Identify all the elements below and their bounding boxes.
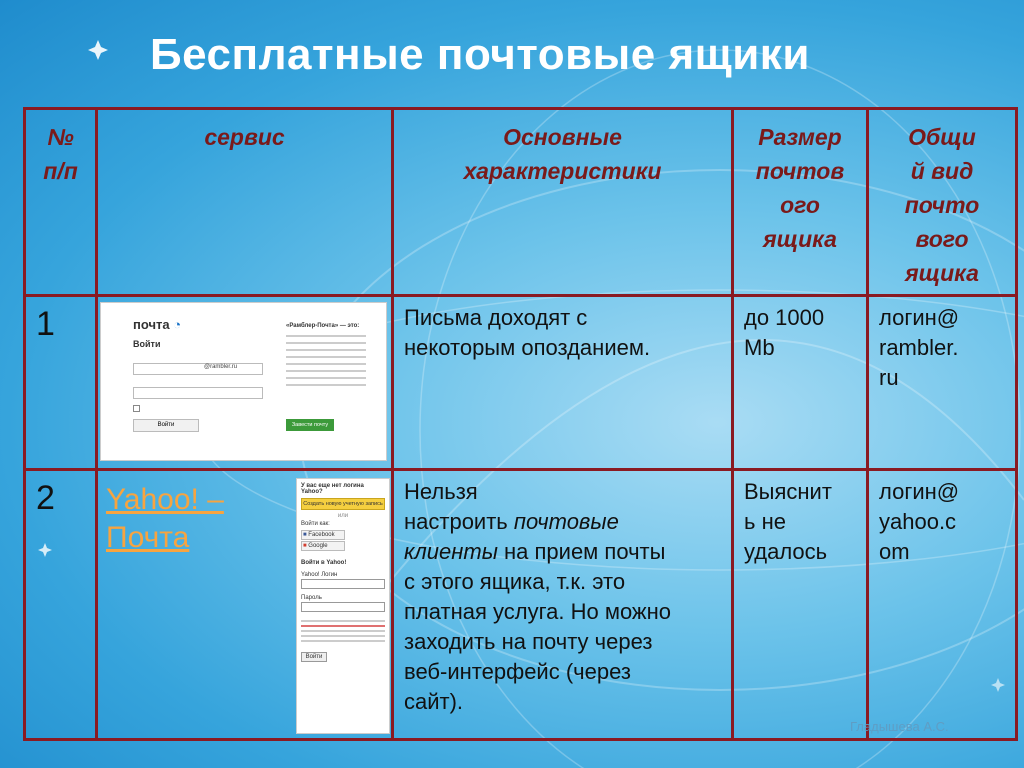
- rambler-login-button: Войти: [133, 419, 199, 432]
- table-header-row: [25, 109, 1017, 296]
- text-line: удалось: [744, 539, 828, 564]
- text-line: Письма доходят с: [404, 305, 588, 330]
- text-line: настроить почтовые: [404, 509, 619, 534]
- text-line: с этого ящика, т.к. это: [404, 569, 626, 594]
- text-line: некоторым опозданием.: [404, 335, 651, 360]
- text-line: платная услуга. Но можно: [404, 599, 672, 624]
- yahoo-signin-button: Войти: [301, 652, 327, 662]
- header-service: [97, 109, 393, 296]
- size-cell: [734, 471, 866, 567]
- text-line: сайт).: [404, 689, 464, 714]
- header-line: характеристики: [463, 158, 662, 184]
- yahoo-id-label: Yahoo! Логин: [301, 572, 338, 578]
- text-line: логин@: [879, 479, 960, 504]
- google-button: ■ Google: [301, 541, 345, 551]
- header-line: ящика: [763, 226, 837, 252]
- view-cell: [869, 297, 1015, 393]
- page-title: Бесплатные почтовые ящики: [150, 30, 810, 79]
- yahoo-mail-link[interactable]: [106, 483, 224, 554]
- row-number: 1: [36, 305, 55, 343]
- link-line: Yahoo! –: [106, 483, 224, 516]
- text-line: ь не: [744, 509, 786, 534]
- size-cell: [734, 297, 866, 363]
- header-line: почтов: [755, 158, 845, 184]
- yahoo-signin-title: Войти в Yahoo!: [301, 560, 347, 566]
- header-line: №: [47, 124, 74, 150]
- yahoo-small-text: [301, 620, 385, 642]
- rambler-signup-button: Завести почту: [286, 419, 334, 431]
- google-icon: ■: [303, 543, 307, 549]
- header-line: Общи: [908, 124, 976, 150]
- yahoo-or-text: или: [337, 513, 349, 519]
- rambler-mail-screenshot: [100, 302, 387, 461]
- features-cell: [394, 471, 731, 717]
- facebook-button: ■ Facebook: [301, 530, 345, 540]
- yahoo-login-via: Войти как:: [301, 521, 330, 527]
- text-line: Выяснит: [744, 479, 832, 504]
- rambler-promo-lines: [286, 335, 366, 391]
- login-field: [133, 363, 263, 375]
- text-line: до 1000: [744, 305, 825, 330]
- text-line: rambler.: [879, 335, 959, 360]
- header-line: й вид: [910, 158, 974, 184]
- features-cell: [394, 297, 731, 363]
- header-features: [393, 109, 733, 296]
- yahoo-mail-screenshot: [296, 478, 390, 734]
- header-view: [868, 109, 1017, 296]
- view-cell: [869, 471, 1015, 567]
- text-line: заходить на почту через: [404, 629, 653, 654]
- header-number: [25, 109, 97, 296]
- header-size: [733, 109, 868, 296]
- header-line: ого: [780, 192, 820, 218]
- link-line: Почта: [106, 521, 190, 554]
- header-line: Основные: [503, 124, 622, 150]
- text-line: логин@: [879, 305, 960, 330]
- author-signature: Гладышева А.С.: [850, 719, 949, 734]
- header-line: почто: [904, 192, 980, 218]
- header-line: п/п: [43, 158, 78, 184]
- rambler-logo: почта ◔: [133, 317, 182, 332]
- header-line: сервис: [204, 124, 285, 150]
- header-line: вого: [915, 226, 969, 252]
- yahoo-password-field: [301, 602, 385, 612]
- text-line: Mb: [744, 335, 775, 360]
- yahoo-top-text: У вас еще нет логина Yahoo?: [301, 483, 364, 495]
- rambler-logo-icon: ◔: [169, 317, 182, 332]
- text-line: веб-интерфейс (через: [404, 659, 631, 684]
- table-row: [25, 470, 1017, 740]
- text-line: ru: [879, 365, 899, 390]
- yahoo-id-field: [301, 579, 385, 589]
- text-line: клиенты на прием почты: [404, 539, 666, 564]
- domain-text: @rambler.ru: [204, 364, 238, 370]
- checkbox: [133, 405, 140, 412]
- rambler-promo-title: «Рамблер-Почта» — это:: [286, 323, 360, 329]
- header-line: ящика: [905, 260, 979, 286]
- yahoo-create-account-button: Создать новую учетную запись: [301, 498, 385, 510]
- password-field: [133, 387, 263, 399]
- row-number: 2: [36, 479, 55, 517]
- rambler-heading: Войти: [133, 339, 161, 349]
- text-line: Нельзя: [404, 479, 478, 504]
- yahoo-password-label: Пароль: [301, 595, 322, 601]
- text-line: yahoo.c: [879, 509, 957, 534]
- header-line: Размер: [758, 124, 842, 150]
- text-line: om: [879, 539, 910, 564]
- facebook-icon: ■: [303, 532, 307, 538]
